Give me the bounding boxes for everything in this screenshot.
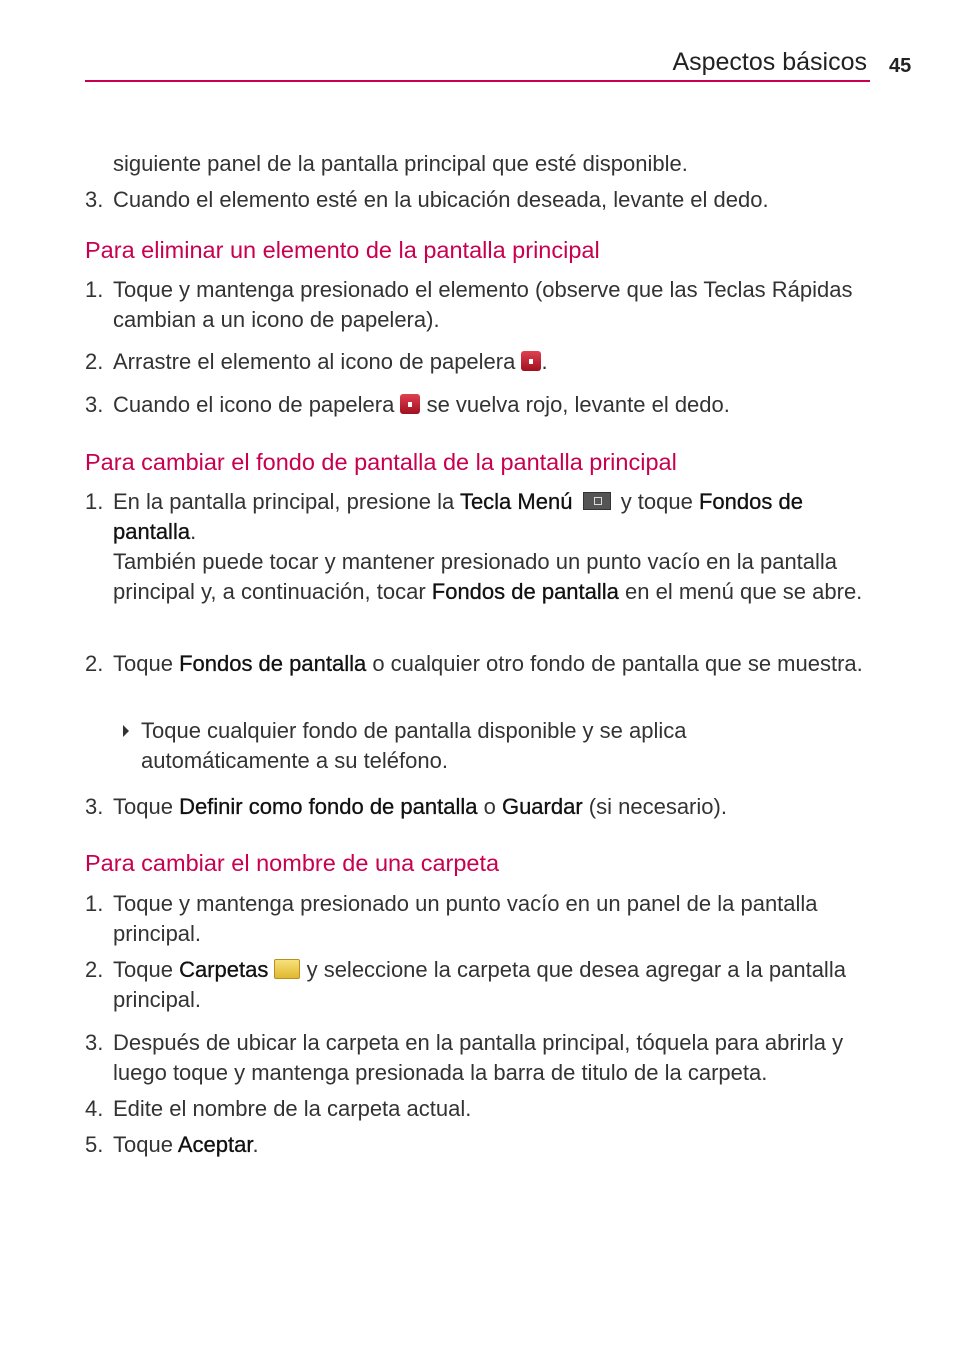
trash-red-icon (400, 394, 420, 414)
section-heading: Para cambiar el fondo de pantalla de la pantalla principal (85, 449, 677, 475)
list-item: 2. Arrastre el elemento al icono de papelera . (85, 349, 548, 374)
list-item: 1. Toque y mantenga presionado un punto vacío en un panel de la pantalla principal. (85, 891, 818, 946)
section-heading: Para eliminar un elemento de la pantalla principal (85, 237, 600, 263)
list-item: 1. Toque y mantenga presionado el elemento (observe que las Teclas Rápidas cambian a un icono de papelera). (85, 277, 853, 332)
menu-key-icon (583, 492, 611, 510)
list-item: 3. Toque Definir como fondo de pantalla o Guardar (si necesario). (85, 794, 727, 819)
list-item: 4. Edite el nombre de la carpeta actual. (85, 1096, 472, 1121)
bullet-item: Toque cualquier fondo de pantalla disponible y se aplica automáticamente a su teléfono. (85, 716, 865, 776)
section-header: Aspectos básicos (672, 48, 867, 76)
list-item: 3. Después de ubicar la carpeta en la pantalla principal, tóquela para abrirla y luego toque y mantenga presionada la barra de titulo de la carpeta. (85, 1030, 844, 1085)
list-item: 1. En la pantalla principal, presione la Tecla Menú y toque Fondos de pantalla. También puede tocar y mantener presionado un punto vacío en la pantalla principal y, a continuación, tocar Fondos de pantalla en el menú que se abre. (85, 489, 863, 604)
header-rule (85, 80, 870, 82)
folder-icon (274, 959, 300, 979)
continuation-text: siguiente panel de la pantalla principal que esté disponible. (113, 151, 688, 176)
list-item: 2. Toque Fondos de pantalla o cualquier otro fondo de pantalla que se muestra. (85, 651, 863, 676)
page-number: 45 (889, 55, 912, 77)
section-heading: Para cambiar el nombre de una carpeta (85, 850, 500, 876)
list-item: 3. Cuando el icono de papelera se vuelva rojo, levante el dedo. (85, 392, 730, 417)
list-item: 2. Toque Carpetas y seleccione la carpeta que desea agregar a la pantalla principal. (85, 957, 846, 1012)
list-item: 5. Toque Aceptar. (85, 1132, 259, 1157)
list-item: 3. Cuando el elemento esté en la ubicación deseada, levante el dedo. (85, 187, 769, 212)
trash-icon (521, 351, 541, 371)
bullet-arrow-icon (123, 725, 129, 737)
